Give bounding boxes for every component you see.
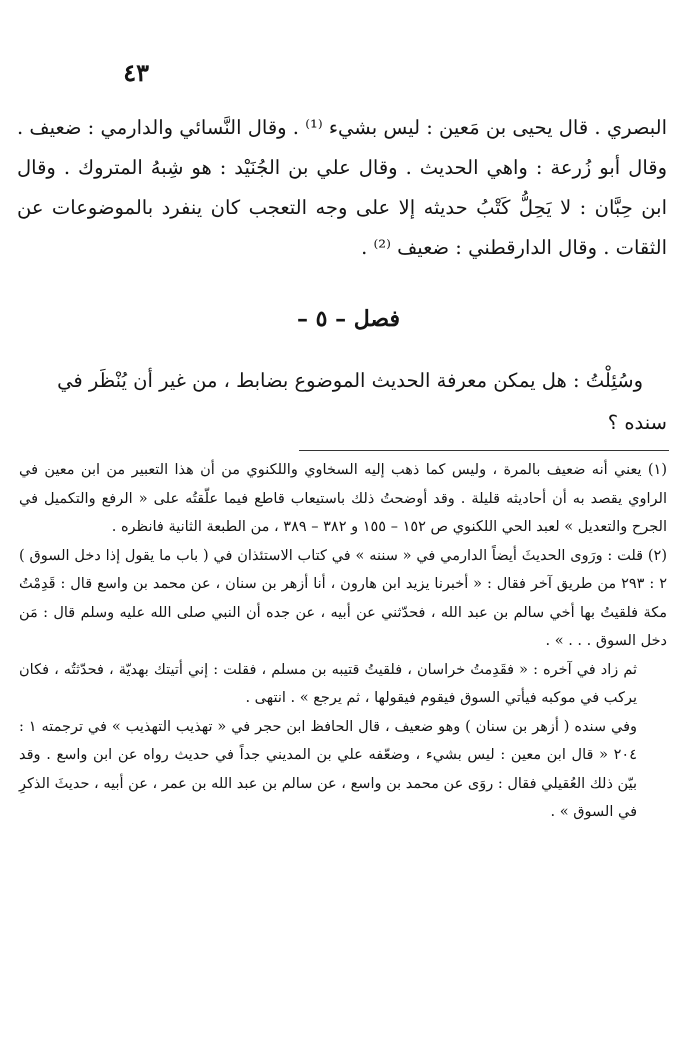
- footnote-2-part-3: وفي سنده ( أزهر بن سنان ) وهو ضعيف ، قال الحافظ ابن حجر في « تهذيب التهذيب » في ترجمته ١ : ٢٠٤ « قال ابن معين : ليس بشيء ، وضعّفه علي بن المديني جداً في حديث رواه عن ابن واسع . وقد بيّن ذلك العُقيلي فقال : روَى عن محمد بن واسع ، عن سالم بن عبد الله بن عمر ، عن أبيه ، حديثَ الذكرِ في السوق » .: [19, 718, 637, 820]
- question-block: [17, 360, 667, 444]
- footnotes-block: [19, 456, 667, 827]
- section-heading: فصل – ٥ –: [296, 306, 401, 332]
- footnote-2-part-2: ثم زاد في آخره : « فقَدِمتُ خراسان ، فلقيتُ قتيبه بن مسلم ، فقلت : إني أتيتك بهديّة ، فحدّثتُه ، فكان يركب في موكبه فيأتي السوق فيقوم فيقولها ، ثم يرجع » . انتهى .: [19, 661, 637, 706]
- footnote-1: (١) يعني أنه ضعيف بالمرة ، وليس كما ذهب إليه السخاوي واللكنوي من أن هذا التعبير من ابن معين في الراوي يقصد به أن أحاديثه قليلة . وقد أوضحتُ ذلك باستيعاب قاطع فيما علّقتُه على « الرفع والتكميل في الجرح والتعديل » لعبد الحي اللكنوي ص ١٥٢ – ١٥٥ و ٣٨٢ – ٣٨٩ ، من الطبعة الثانية فانظره .: [19, 462, 667, 535]
- question-text: وسُئِلْتُ : هل يمكن معرفة الحديث الموضوع بضابط ، من غير أن يُنْظَر في سنده ؟: [57, 369, 667, 434]
- main-paragraph: البصري . قال يحيى بن مَعين : ليس بشيء ⁽¹⁾ . وقال النَّسائي والدارمي : ضعيف . وقال أبو زُرعة : واهي الحديث . وقال علي بن الجُنَيْد : هو شِبهُ المتروك . وقال ابن حِبَّان : لا يَحِلُّ كَتْبُ حديثه إلا على وجه التعجب كان ينفرد بالموضوعات عن الثقات . وقال الدارقطني : ضعيف ⁽²⁾ .: [17, 116, 667, 259]
- footnote-2-part-1: (٢) قلت : ورَوى الحديثَ أيضاً الدارمي في « سننه » في كتاب الاستئذان في ( باب ما يقول إذا دخل السوق ) ٢ : ٢٩٣ من طريق آخر فقال : « أخبرنا يزيد ابن هارون ، أنا أزهر بن سنان ، عن محمد بن واسع قال : قَدِمْتُ مكة فلقيتُ بها أخي سالم بن عبد الله ، فحدّثني عن أبيه ، عن جده أن النبي صلى الله عليه وسلم قال : مَن دخل السوق . . . » .: [19, 547, 667, 649]
- main-paragraph-block: [17, 108, 667, 268]
- footnote-divider: [299, 450, 669, 451]
- page-number: ٤٣: [123, 58, 149, 87]
